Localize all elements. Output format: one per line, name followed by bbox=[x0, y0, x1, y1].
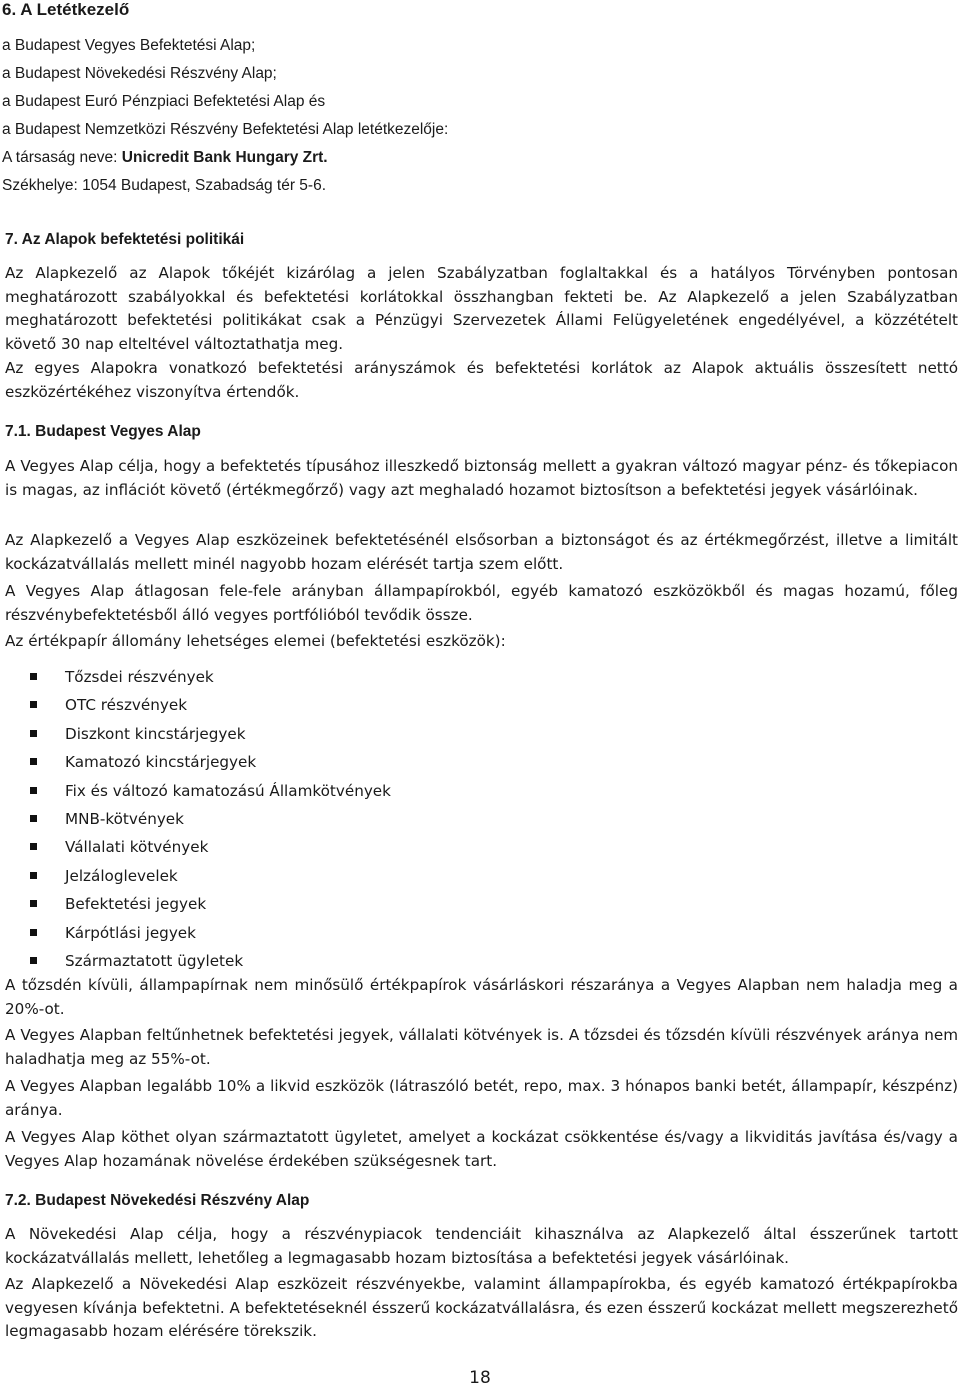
list-item: Jelzáloglevelek bbox=[30, 862, 391, 890]
section-7-1-heading: 7.1. Budapest Vegyes Alap bbox=[5, 423, 201, 440]
bullet-square-icon bbox=[30, 957, 37, 964]
list-item: Kárpótlási jegyek bbox=[30, 919, 391, 947]
custodian-fund-line-2: a Budapest Növekedési Részvény Alap; bbox=[2, 65, 277, 82]
company-seat-line: Székhelye: 1054 Budapest, Szabadság tér 5-6. bbox=[2, 177, 326, 194]
bullet-square-icon bbox=[30, 730, 37, 737]
custodian-fund-line-1: a Budapest Vegyes Befektetési Alap; bbox=[2, 37, 256, 54]
company-name: Unicredit Bank Hungary Zrt. bbox=[121, 149, 328, 166]
section-7-1-paragraph-3: A Vegyes Alap átlagosan fele-fele arányban állampapírokból, egyéb kamatozó eszközökből és magas hozamú, főleg részvénybefektetésből álló vegyes portfólióból tevődik össze. bbox=[5, 582, 958, 624]
bullet-square-icon bbox=[30, 872, 37, 879]
investment-instruments-list bbox=[30, 663, 391, 975]
company-name-line bbox=[2, 148, 328, 168]
section-7-2-paragraph-1: A Növekedési Alap célja, hogy a részvénypiacok tendenciáit kihasználva az Alapkezelő által ésszerűnek tartott kockázatvállalás mellett, lehetőleg a legmagasabb hozam biztosítása a befektetési jegyek vásárlóinak. bbox=[5, 1225, 958, 1267]
section-7-1-paragraph-6: A Vegyes Alapban legalább 10% a likvid eszközök (látraszóló betét, repo, max. 3 hónapos banki betét, állampapír, készpénz) aránya. bbox=[5, 1077, 958, 1119]
section-7-paragraph-2: Az egyes Alapokra vonatkozó befektetési arányszámok és befektetési korlátok az Alapok aktuális összesített nettó eszközértékéhez viszonyítva értendők. bbox=[5, 359, 958, 401]
custodian-fund-line-4: a Budapest Nemzetközi Részvény Befektetési Alap letétkezelője: bbox=[2, 121, 449, 138]
list-item: Származtatott ügyletek bbox=[30, 947, 391, 975]
bullet-square-icon bbox=[30, 758, 37, 765]
section-6-heading: 6. A Letétkezelő bbox=[2, 0, 130, 19]
section-7-heading: 7. Az Alapok befektetési politikái bbox=[5, 231, 245, 248]
bullet-square-icon bbox=[30, 701, 37, 708]
list-item: MNB-kötvények bbox=[30, 805, 391, 833]
section-7-2-heading: 7.2. Budapest Növekedési Részvény Alap bbox=[5, 1192, 310, 1209]
list-item: Vállalati kötvények bbox=[30, 833, 391, 861]
custodian-fund-line-3: a Budapest Euró Pénzpiaci Befektetési Alap és bbox=[2, 93, 326, 110]
bullet-square-icon bbox=[30, 787, 37, 794]
list-item: Diszkont kincstárjegyek bbox=[30, 720, 391, 748]
section-7-1-paragraph-4: A tőzsdén kívüli, állampapírnak nem minősülő értékpapírok vásárláskori részaránya a Vegyes Alapban nem haladja meg a 20%-ot. bbox=[5, 976, 958, 1018]
bullet-square-icon bbox=[30, 815, 37, 822]
section-7-paragraph-1: Az Alapkezelő az Alapok tőkéjét kizárólag a jelen Szabályzatban foglaltakkal és a hatályos Törvényben pontosan meghatározott szabályokkal és befektetési korlátokkal összhangban fekteti be. Az Alapkezelő a jelen Szabályzatban meghatározott befektetési politikákat csak a Pénzügyi Szervezetek Állami Felügyeletének engedélyével, a közzétételt követő 30 nap elteltével változtathatja meg. bbox=[5, 264, 958, 353]
list-item: OTC részvények bbox=[30, 691, 391, 719]
list-item: Tőzsdei részvények bbox=[30, 663, 391, 691]
section-7-1-paragraph-7: A Vegyes Alap köthet olyan származtatott ügyletet, amelyet a kockázat csökkentése és/vagy a likviditás javítása és/vagy a Vegyes Alap hozamának növelése érdekében szükségesnek tart. bbox=[5, 1128, 958, 1170]
section-7-1-paragraph-1: A Vegyes Alap célja, hogy a befektetés típusához illeszkedő biztonság mellett a gyakran változó magyar pénz- és tőkepiacon is magas, az inflációt követő (értékmegőrző) vagy azt meghaladó hozamot biztosítson a befektetési jegyek vásárlóinak. bbox=[5, 457, 958, 499]
section-7-1-paragraph-5: A Vegyes Alapban feltűnhetnek befektetési jegyek, vállalati kötvények is. A tőzsdei és tőzsdén kívüli részvények aránya nem haladhatja meg az 55%-ot. bbox=[5, 1026, 958, 1068]
section-7-2-paragraph-2: Az Alapkezelő a Növekedési Alap eszközeit részvényekbe, valamint állampapírokba, és egyéb kamatozó értékpapírokba vegyesen kívánja befektetni. A befektetéseknél ésszerű kockázatvállalásra, és ezen ésszerű kockázat mellett megszerezhető legmagasabb hozam elérésére törekszik. bbox=[5, 1275, 958, 1340]
section-7-1-list-intro: Az értékpapír állomány lehetséges elemei (befektetési eszközök): bbox=[5, 632, 506, 650]
list-item: Fix és változó kamatozású Államkötvények bbox=[30, 777, 391, 805]
bullet-square-icon bbox=[30, 843, 37, 850]
company-label: A társaság neve: bbox=[2, 149, 122, 166]
bullet-square-icon bbox=[30, 929, 37, 936]
list-item: Befektetési jegyek bbox=[30, 890, 391, 918]
bullet-square-icon bbox=[30, 900, 37, 907]
list-item: Kamatozó kincstárjegyek bbox=[30, 748, 391, 776]
section-7-1-paragraph-2: Az Alapkezelő a Vegyes Alap eszközeinek befektetésénél elsősorban a biztonságot és az értékmegőrzést, illetve a limitált kockázatvállalás mellett minél nagyobb hozam elérését tartja szem előtt. bbox=[5, 531, 958, 573]
page-number: 18 bbox=[469, 1368, 491, 1388]
bullet-square-icon bbox=[30, 673, 37, 680]
